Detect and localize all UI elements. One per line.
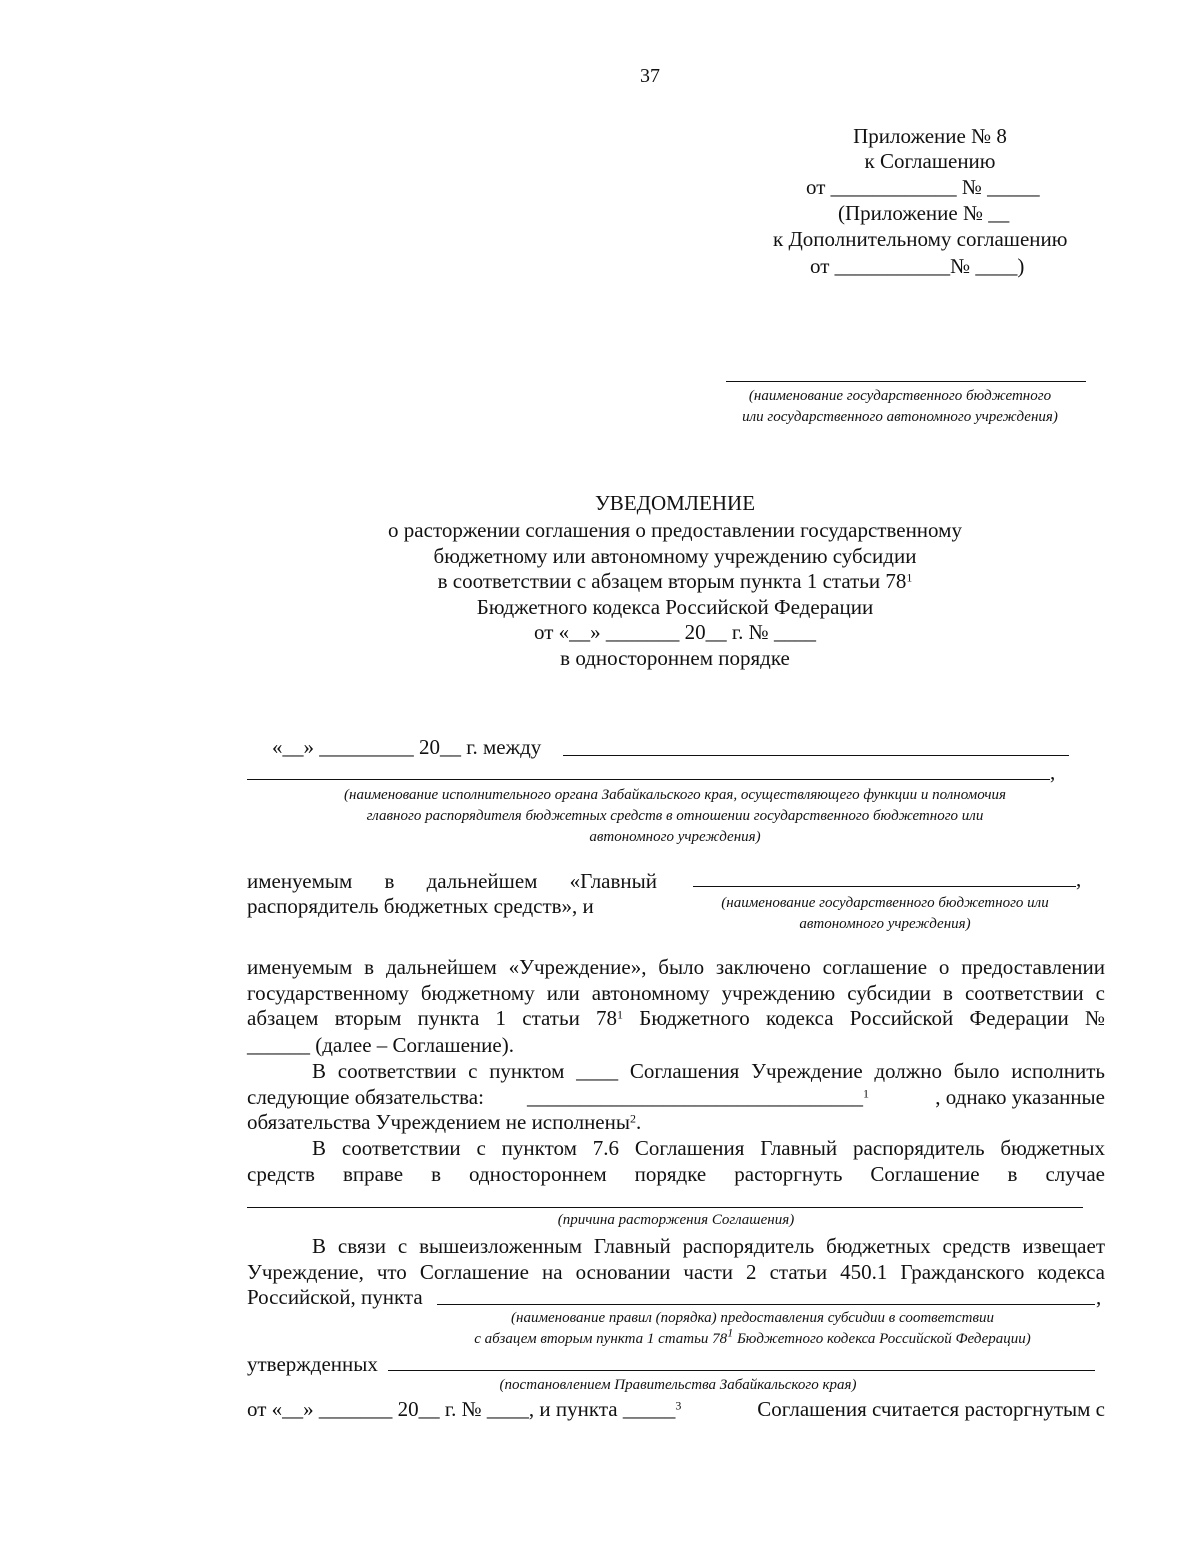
institution-caption-2: автономного учреждения) <box>799 916 971 932</box>
last-line-b: Соглашения считается расторгнутым с <box>757 1397 1105 1421</box>
paragraph-2-line-2-b: , однако указанные <box>935 1085 1105 1109</box>
appendix-date-number: от ____________ № _____ <box>806 175 1040 199</box>
rules-caption-1: (наименование правил (порядка) предоставления субсидии в соответствии <box>511 1310 994 1326</box>
recipient-caption-1: (наименование государственного бюджетного <box>748 388 1052 404</box>
paragraph-2-sup-2: 2 <box>629 1111 636 1126</box>
notice-subtitle-3-text: в соответствии с абзацем вторым пункта 1 статьи 78 <box>437 569 907 593</box>
reason-caption: (причина расторжения Соглашения) <box>557 1212 795 1228</box>
executive-comma: , <box>1050 760 1056 784</box>
rules-caption-sup: 1 <box>727 1325 734 1340</box>
paragraph-1-line-3-b: Бюджетного кодекса Российской Федерации № <box>623 1006 1105 1030</box>
institution-caption-1: (наименование государственного бюджетного или <box>721 895 1049 911</box>
recipient-blank-line <box>726 381 1086 382</box>
paragraph-4-line-3: Российской, пункта <box>247 1285 423 1309</box>
appendix-to-agreement: к Соглашению <box>864 149 996 173</box>
paragraph-1-line-2: государственному бюджетному или автономному учреждению субсидии в соответствии с <box>247 981 1105 1005</box>
rules-caption-2-a: с абзацем вторым пункта 1 статьи 78 <box>474 1331 728 1347</box>
page-number: 37 <box>640 65 660 87</box>
paragraph-2-line-2-a: следующие обязательства: <box>247 1085 484 1109</box>
rules-blank-line <box>437 1304 1095 1305</box>
appendix-number: Приложение № 8 <box>853 124 1007 148</box>
government-caption: (постановлением Правительства Забайкальского края) <box>499 1377 857 1393</box>
appendix-supplementary-date: от ___________№ ____) <box>810 254 1025 278</box>
institution-blank-line <box>693 886 1076 887</box>
last-line-a <box>247 1399 681 1420</box>
notice-subtitle-2: бюджетному или автономному учреждению субсидии <box>433 544 917 568</box>
notice-date-number: от «__» _______ 20__ г. № ____ <box>534 620 816 644</box>
reason-blank-line <box>247 1207 1083 1208</box>
notice-heading: УВЕДОМЛЕНИЕ <box>594 491 756 515</box>
paragraph-1-line-3 <box>247 1008 1105 1029</box>
institution-comma: , <box>1076 867 1082 891</box>
paragraph-3-line-2: средств вправе в одностороннем порядке расторгнуть Соглашение в случае <box>247 1162 1105 1186</box>
notice-subtitle-3 <box>300 571 1050 592</box>
named-distributor-1: именуемым в дальнейшем «Главный <box>247 869 657 893</box>
paragraph-2-line-1: В соответствии с пунктом ____ Соглашения Учреждение должно было исполнить <box>312 1059 1105 1083</box>
appendix-supplementary: к Дополнительному соглашению <box>773 227 1068 251</box>
rules-caption-2-b: Бюджетного кодекса Российской Федерации) <box>733 1331 1031 1347</box>
named-distributor-2: распорядитель бюджетных средств», и <box>247 894 594 918</box>
paragraph-4-line-1: В связи с вышеизложенным Главный распорядитель бюджетных средств извещает <box>312 1234 1105 1258</box>
appendix-sub-number: (Приложение № __ <box>838 201 1010 225</box>
paragraph-1-line-3-a: абзацем вторым пункта 1 статьи 78 <box>247 1006 618 1030</box>
notice-unilateral: в одностороннем порядке <box>560 646 790 670</box>
paragraph-1-line-4: ______ (далее – Соглашение). <box>247 1033 514 1057</box>
recipient-caption-2: или государственного автономного учреждения) <box>742 409 1058 425</box>
paragraph-2-blank: ________________________________ <box>527 1085 863 1109</box>
paragraph-1-line-3-sup: 1 <box>617 1007 624 1022</box>
paragraph-2-line-3-a: обязательства Учреждением не исполнены <box>247 1110 630 1134</box>
executive-caption-3: автономного учреждения) <box>589 829 761 845</box>
executive-caption-2: главного распорядителя бюджетных средств в отношении государственного бюджетного или <box>366 808 984 824</box>
executive-caption-1: (наименование исполнительного органа Забайкальского края, осуществляющего функции и полномочия <box>344 787 1006 803</box>
rules-caption-2 <box>400 1325 1105 1347</box>
rules-comma: , <box>1096 1285 1102 1309</box>
approved-blank-line <box>388 1370 1095 1371</box>
paragraph-2-line-3 <box>247 1112 641 1133</box>
last-line-sup: 3 <box>675 1398 682 1413</box>
notice-subtitle-3-sup: 1 <box>906 570 913 585</box>
approved-label: утвержденных <box>247 1352 378 1376</box>
notice-subtitle-4: Бюджетного кодекса Российской Федерации <box>476 595 874 619</box>
agreement-date-line: «__» _________ 20__ г. между <box>272 735 542 759</box>
paragraph-2-sup-1: 1 <box>863 1086 869 1101</box>
paragraph-1-line-1: именуемым в дальнейшем «Учреждение», было заключено соглашение о предоставлении <box>247 955 1105 979</box>
notice-subtitle-1: о расторжении соглашения о предоставлении государственному <box>388 518 962 542</box>
paragraph-3-line-1: В соответствии с пунктом 7.6 Соглашения Главный распорядитель бюджетных <box>312 1136 1105 1160</box>
last-line-text-a: от «__» _______ 20__ г. № ____, и пункта _____ <box>247 1397 676 1421</box>
paragraph-2-line-3-b: . <box>635 1110 642 1134</box>
paragraph-4-line-2: Учреждение, что Соглашение на основании части 2 статьи 450.1 Гражданского кодекса <box>247 1260 1105 1284</box>
between-blank-line <box>563 755 1069 756</box>
executive-blank-line <box>247 779 1050 780</box>
paragraph-2-line-2-blank <box>527 1087 869 1108</box>
